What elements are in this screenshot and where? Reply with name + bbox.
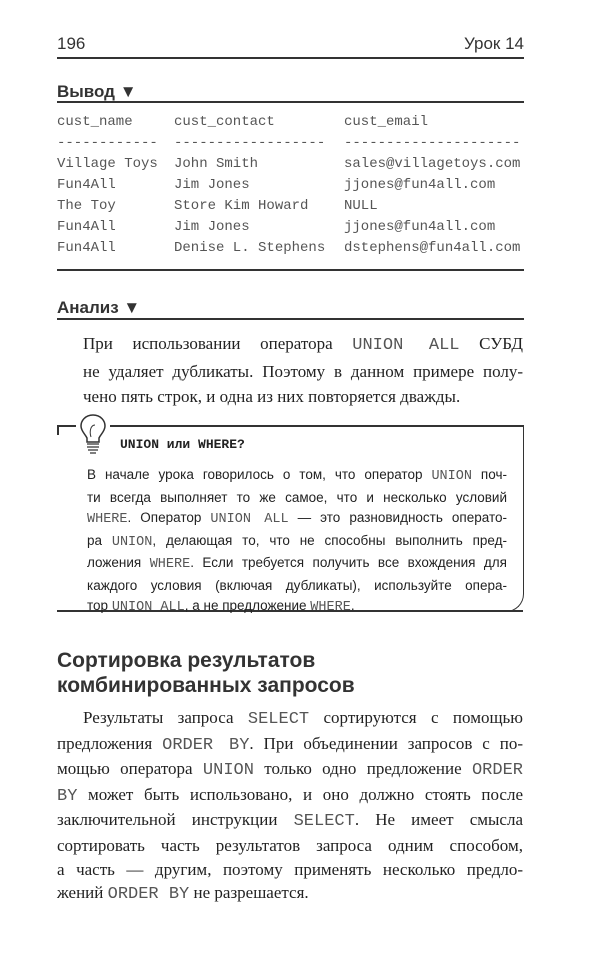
text-segment: СУБД	[459, 334, 523, 353]
text-line	[87, 531, 507, 554]
code-keyword: UNION ALL	[352, 336, 460, 355]
text-line	[87, 488, 507, 509]
tip-text	[87, 465, 507, 619]
table-row	[57, 219, 534, 240]
table-cell: Fun4All	[57, 219, 116, 235]
text-segment: . При объединении запросов с по-	[249, 733, 523, 753]
text-segment: жений	[57, 883, 108, 903]
code-keyword: ORDER	[471, 761, 523, 781]
text-segment: не разрешается.	[189, 883, 309, 903]
text-segment: не удаляет дубликаты. Поэтому в данном примере полу-	[83, 361, 523, 381]
table-cell: Denise L. Stephens	[174, 240, 326, 256]
text-segment: чено пять строк, и одна из них повторяется дважды.	[83, 387, 461, 406]
text-line	[87, 508, 507, 531]
text-segment: поч-	[471, 467, 507, 482]
output-rule	[57, 101, 524, 103]
text-segment: . Не имеет смысла	[354, 810, 523, 830]
text-line	[87, 596, 507, 619]
code-keyword: ORDER BY	[162, 735, 250, 755]
text-line	[57, 834, 523, 858]
table-row	[57, 240, 534, 261]
text-line	[57, 881, 523, 907]
page-number: 196	[57, 34, 86, 53]
section-heading	[57, 648, 355, 698]
text-segment: , делающая то, что не способны выполнить пред-	[152, 532, 507, 548]
column-header: cust_email	[344, 114, 429, 130]
table-header	[57, 114, 534, 135]
code-keyword: WHERE	[87, 512, 128, 527]
table-cell: Jim Jones	[174, 219, 250, 235]
text-segment: сортируются с помощью	[309, 708, 523, 727]
text-segment: , а не предложение	[184, 598, 311, 613]
table-cell: The Toy	[57, 198, 116, 214]
code-keyword: WHERE	[149, 557, 191, 572]
table-cell: Store Kim Howard	[174, 198, 309, 214]
table-cell: Fun4All	[57, 240, 116, 256]
table-cell: jjones@fun4all.com	[344, 219, 496, 235]
table-row	[57, 156, 534, 177]
text-segment: .	[350, 598, 355, 613]
text-segment: только одно предложение	[253, 759, 472, 779]
text-segment: каждого условия (включая дубликаты), используйте опера-	[87, 577, 507, 593]
column-header: cust_name	[57, 114, 133, 130]
table-cell: John Smith	[174, 156, 259, 172]
column-header: cust_contact	[174, 114, 275, 130]
lesson-label: Урок 14	[463, 34, 524, 53]
text-line	[83, 359, 523, 385]
text-line	[87, 553, 507, 576]
text-segment: В начале урока говорилось о том, что оператор	[87, 467, 432, 482]
text-segment: . Оператор	[127, 510, 211, 525]
text-segment: ти всегда выполняет то же самое, что и несколько условий	[87, 489, 507, 505]
text-segment: мощью оператора	[57, 759, 203, 779]
code-keyword: UNION ALL	[111, 600, 185, 615]
text-segment: может быть использовано, и оно должно стоять после	[77, 784, 523, 804]
code-keyword: UNION	[202, 761, 254, 781]
analysis-paragraph	[83, 331, 523, 410]
text-segment: — это разновидность операто-	[288, 510, 507, 525]
table-cell: NULL	[344, 198, 378, 214]
output-table	[57, 114, 534, 261]
analysis-heading: Анализ ▼	[57, 298, 141, 317]
text-line	[87, 576, 507, 597]
text-segment: ложения	[87, 555, 150, 570]
table-cell: sales@villagetoys.com	[344, 156, 521, 172]
code-keyword: SELECT	[247, 710, 310, 729]
tip-corner	[57, 425, 59, 435]
separator-dashes: ------------------	[174, 135, 326, 151]
text-line	[57, 732, 523, 758]
code-keyword: WHERE	[310, 600, 351, 615]
text-line	[57, 757, 523, 783]
text-segment: а часть — другим, поэтому применять несколько предло-	[57, 859, 523, 879]
code-keyword: ORDER BY	[107, 885, 190, 905]
text-segment: предложения	[57, 733, 163, 753]
text-segment: ра	[87, 532, 112, 548]
text-segment: Результаты запроса	[83, 708, 248, 727]
text-line	[57, 706, 523, 732]
table-separator	[57, 135, 534, 156]
text-segment: сортировать часть результатов запроса одним способом,	[57, 835, 523, 855]
table-cell: Jim Jones	[174, 177, 250, 193]
table-cell: Village Toys	[57, 156, 158, 172]
code-keyword: UNION	[431, 469, 472, 484]
text-line	[57, 858, 523, 882]
text-line	[87, 465, 507, 488]
tip-title: UNION или WHERE?	[120, 437, 245, 452]
heading-line: комбинированных запросов	[57, 674, 355, 697]
table-cell: jjones@fun4all.com	[344, 177, 496, 193]
text-line	[83, 384, 523, 410]
code-keyword: UNION	[111, 534, 153, 550]
sorting-paragraph	[57, 706, 523, 907]
lightbulb-icon	[76, 412, 110, 456]
output-heading: Вывод ▼	[57, 82, 137, 101]
separator-dashes: ------------	[57, 135, 158, 151]
code-keyword: UNION ALL	[210, 512, 289, 527]
header-rule	[57, 57, 524, 59]
text-line	[57, 783, 523, 809]
table-cell: Fun4All	[57, 177, 116, 193]
separator-dashes: ---------------------	[344, 135, 521, 151]
table-row	[57, 198, 534, 219]
analysis-rule	[57, 318, 524, 320]
code-keyword: BY	[57, 786, 78, 806]
table-bottom-rule	[57, 269, 524, 271]
text-segment: При использовании оператора	[83, 334, 353, 353]
text-segment: . Если требуется получить все вхождения для	[190, 555, 507, 570]
text-line	[57, 808, 523, 834]
code-keyword: SELECT	[293, 812, 355, 832]
text-segment: заключительной инструкции	[57, 810, 294, 830]
text-segment: тор	[87, 598, 112, 613]
table-cell: dstephens@fun4all.com	[344, 240, 521, 256]
text-line	[83, 331, 523, 359]
heading-line: Сортировка результатов	[57, 649, 316, 672]
table-row	[57, 177, 534, 198]
